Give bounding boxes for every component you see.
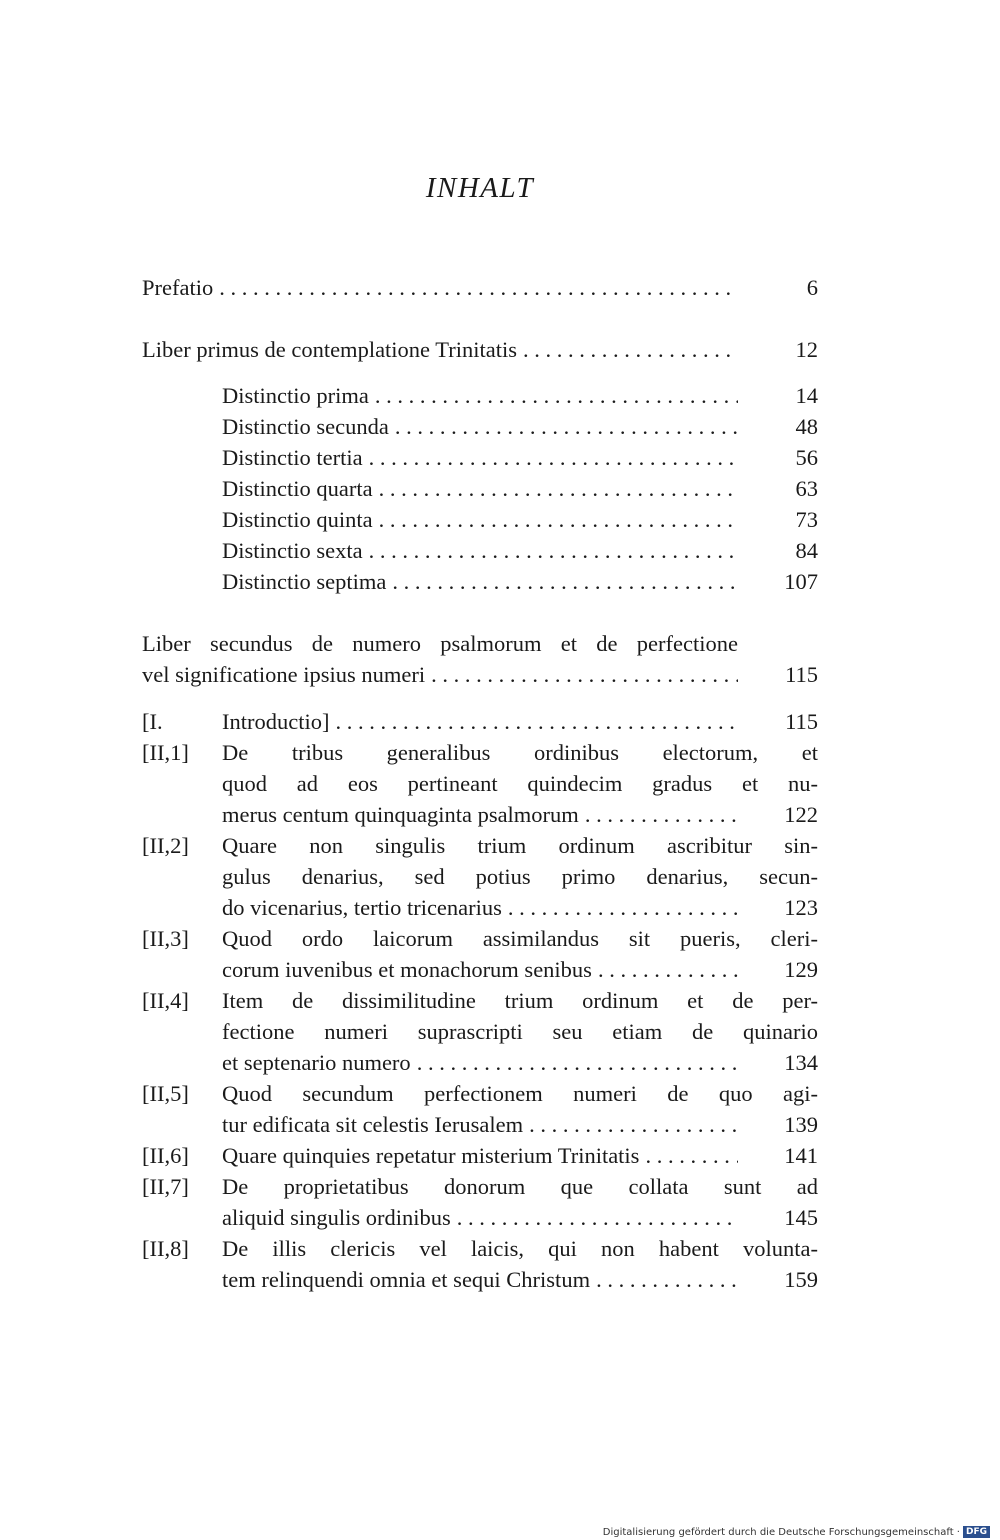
list-item	[222, 566, 818, 597]
list-item	[222, 535, 818, 566]
entry-page: 48	[795, 414, 818, 439]
chapter-title-line: merus centum quinquaginta psalmorum	[222, 802, 579, 827]
leader-dots	[645, 1140, 738, 1171]
leader-dots	[219, 272, 738, 303]
leader-dots	[431, 659, 738, 690]
entry-label: Distinctio prima	[222, 383, 369, 408]
entry-page: 63	[795, 476, 818, 501]
list-item	[222, 473, 818, 504]
chapter-number: [II,4]	[142, 988, 189, 1013]
leader-dots	[395, 411, 738, 442]
list-item	[222, 442, 818, 473]
chapter-title-line: Quare non singulis trium ordinum ascribitur sin-	[222, 833, 818, 858]
entry-label: Distinctio sexta	[222, 538, 363, 563]
chapter-page: 123	[784, 895, 818, 920]
entry-page: 56	[795, 445, 818, 470]
toc-title: INHALT	[425, 172, 535, 204]
chapter-page: 122	[784, 802, 818, 827]
chapter-title-line: Introductio]	[222, 709, 330, 734]
entry-label-line: vel significatione ipsius numeri	[142, 662, 426, 687]
leader-dots	[523, 334, 738, 365]
chapter-page: 129	[784, 957, 818, 982]
footer-credit	[603, 1526, 990, 1538]
chapter-title-line: De tribus generalibus ordinibus electorum, et	[222, 740, 818, 765]
distinctio-list	[142, 380, 818, 597]
chapter-list	[142, 706, 818, 1295]
entry-label-line: Liber secundus de numero psalmorum et de perfectione	[142, 631, 738, 656]
chapter-title-line: aliquid singulis ordinibus	[222, 1205, 451, 1230]
chapter-entry	[142, 1233, 818, 1295]
toc-entry-prefatio	[142, 272, 818, 303]
leader-dots	[598, 954, 738, 985]
leader-dots	[369, 535, 738, 566]
leader-dots	[596, 1264, 738, 1295]
chapter-page: 139	[784, 1112, 818, 1137]
leader-dots	[335, 706, 738, 737]
entry-page: 12	[795, 337, 818, 362]
chapter-number: [II,6]	[142, 1143, 189, 1168]
leader-dots	[379, 473, 738, 504]
chapter-number: [I.	[142, 709, 163, 734]
chapter-title-line: Item de dissimilitudine trium ordinum et de per-	[222, 988, 818, 1013]
leader-dots	[417, 1047, 738, 1078]
chapter-title-line: et septenario numero	[222, 1050, 411, 1075]
chapter-title-line: corum iuvenibus et monachorum senibus	[222, 957, 592, 982]
leader-dots	[508, 892, 738, 923]
chapter-title-line: tem relinquendi omnia et sequi Christum	[222, 1267, 591, 1292]
chapter-title-line: quod ad eos pertineant quindecim gradus et nu-	[222, 771, 818, 796]
chapter-entry	[142, 706, 818, 737]
toc-entry-liber-secundus	[142, 628, 818, 690]
entry-page: 73	[795, 507, 818, 532]
chapter-title-line: gulus denarius, sed potius primo denarius, secun-	[222, 864, 818, 889]
chapter-entry	[142, 737, 818, 830]
chapter-number: [II,3]	[142, 926, 189, 951]
list-item	[222, 504, 818, 535]
leader-dots	[369, 442, 738, 473]
leader-dots	[375, 380, 738, 411]
entry-label: Distinctio septima	[222, 569, 387, 594]
chapter-number: [II,1]	[142, 740, 189, 765]
entry-page: 14	[795, 383, 818, 408]
chapter-title-line: do vicenarius, tertio tricenarius	[222, 895, 502, 920]
chapter-title-line: De proprietatibus donorum que collata sunt ad	[222, 1174, 818, 1199]
entry-page: 6	[806, 275, 818, 300]
entry-label: Distinctio tertia	[222, 445, 363, 470]
leader-dots	[392, 566, 738, 597]
chapter-entry	[142, 985, 818, 1078]
chapter-number: [II,7]	[142, 1174, 189, 1199]
list-item	[222, 380, 818, 411]
chapter-page: 134	[784, 1050, 818, 1075]
chapter-title-line: fectione numeri suprascripti seu etiam de quinario	[222, 1019, 818, 1044]
entry-label: Distinctio quarta	[222, 476, 373, 501]
entry-label: Distinctio secunda	[222, 414, 389, 439]
leader-dots	[457, 1202, 738, 1233]
entry-label: Distinctio quinta	[222, 507, 373, 532]
chapter-title-line: Quare quinquies repetatur misterium Trinitatis	[222, 1143, 640, 1168]
leader-dots	[585, 799, 738, 830]
chapter-title-line: tur edificata sit celestis Ierusalem	[222, 1112, 524, 1137]
entry-page: 84	[795, 538, 818, 563]
list-item	[222, 411, 818, 442]
footer-text: Digitalisierung gefördert durch die Deutsche Forschungsgemeinschaft ·	[602, 1526, 960, 1538]
chapter-entry	[142, 830, 818, 923]
chapter-page: 159	[784, 1267, 818, 1292]
chapter-entry	[142, 1078, 818, 1140]
chapter-number: [II,8]	[142, 1236, 189, 1261]
chapter-page: 141	[784, 1143, 818, 1168]
dfg-logo: DFG	[963, 1526, 990, 1538]
chapter-number: [II,5]	[142, 1081, 189, 1106]
chapter-page: 115	[785, 709, 818, 734]
chapter-entry	[142, 923, 818, 985]
chapter-title-line: Quod ordo laicorum assimilandus sit pueris, cleri-	[222, 926, 818, 951]
chapter-title-line: Quod secundum perfectionem numeri de quo agi-	[222, 1081, 818, 1106]
entry-label: Liber primus de contemplatione Trinitatis	[142, 337, 517, 362]
chapter-page: 145	[784, 1205, 818, 1230]
table-of-contents	[142, 272, 818, 1295]
toc-entry-liber-primus	[142, 334, 818, 365]
chapter-title-line: De illis clericis vel laicis, qui non habent volunta-	[222, 1236, 818, 1261]
leader-dots	[529, 1109, 738, 1140]
chapter-entry	[142, 1171, 818, 1233]
entry-page: 115	[785, 662, 818, 687]
chapter-entry	[142, 1140, 818, 1171]
leader-dots	[379, 504, 738, 535]
entry-label: Prefatio	[142, 275, 214, 300]
entry-page: 107	[784, 569, 818, 594]
chapter-number: [II,2]	[142, 833, 189, 858]
